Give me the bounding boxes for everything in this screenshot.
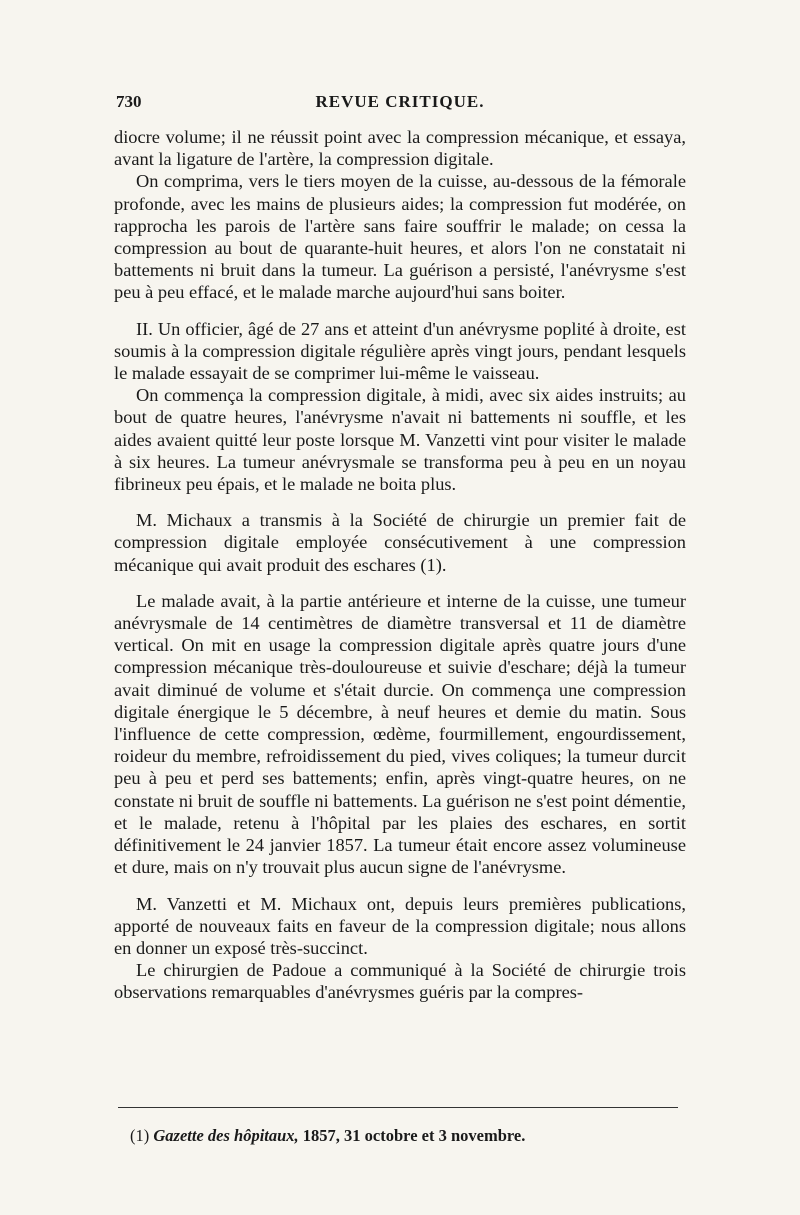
- paragraph-5: M. Michaux a transmis à la Société de chirurgie un premier fait de compression digitale employée consécutivement à une compression mécanique qui avait produit des eschares (1).: [114, 510, 686, 575]
- footnote: [130, 1126, 690, 1146]
- footnote-rule: [118, 1107, 678, 1108]
- paragraph-8: Le chirurgien de Padoue a communiqué à la Société de chirurgie trois observations remarquables d'anévrysmes guéris par la compres-: [114, 960, 686, 1003]
- paragraph-1: diocre volume; il ne réussit point avec la compression mécanique, et essaya, avant la ligature de l'artère, la compression digitale.: [114, 127, 686, 170]
- body-text: [114, 126, 686, 1004]
- footnote-marker: (1): [130, 1126, 150, 1145]
- paragraph-7: M. Vanzetti et M. Michaux ont, depuis leurs premières publications, apporté de nouveaux faits en faveur de la compression digitale; nous allons en donner un exposé très-succinct.: [114, 893, 686, 958]
- page-header: [114, 92, 686, 126]
- paragraph-4: On commença la compression digitale, à midi, avec six aides instruits; au bout de quatre heures, l'anévrysme n'avait ni battements ni souffle, et les aides avaient quitté leur poste lorsque M. Vanzetti vint pour visiter le malade à six heures. La tumeur anévrysmale se transforma peu à peu en un noyau fibrineux peu épais, et le malade ne boita plus.: [114, 385, 686, 495]
- footnote-title: Gazette des hôpitaux,: [153, 1126, 299, 1145]
- paragraph-2: On comprima, vers le tiers moyen de la cuisse, au-dessous de la fémorale profonde, avec les mains de plusieurs aides; la compression fut modérée, on rapprocha les parois de l'artère sans faire souffrir le malade; on cessa la compression au bout de quarante-huit heures, et alors l'on ne constatait ni battements ni bruit dans la tumeur. La guérison a persisté, l'anévrysme s'est peu à peu effacé, et le malade marche aujourd'hui sans boiter.: [114, 171, 686, 303]
- paragraph-3: II. Un officier, âgé de 27 ans et atteint d'un anévrysme poplité à droite, est soumis à la compression digitale régulière après vingt jours, pendant lesquels le malade essayait de se comprimer lui-même le vaisseau.: [114, 318, 686, 384]
- footnote-details: 1857, 31 octobre et 3 novembre.: [302, 1126, 526, 1145]
- paragraph-6: Le malade avait, à la partie antérieure et interne de la cuisse, une tumeur anévrysmale de 14 centimètres de diamètre transversal et 11 de diamètre vertical. On mit en usage la compression digitale après quatre jours d'une compression mécanique très-douloureuse et suivie d'eschare; déjà la tumeur avait diminué de volume et s'était durcie. On commença une compression digitale énergique le 5 décembre, à neuf heures et demie du matin. Sous l'influence de cette compression, œdème, fourmillement, engourdissement, roideur du membre, refroidissement du pied, vives coliques; la tumeur durcit peu à peu et perd ses battements; enfin, après vingt-quatre heures, on ne constate ni bruit de souffle ni battements. La guérison ne s'est point démentie, et le malade, retenu à l'hôpital par les plaies des eschares, en sortit définitivement le 24 janvier 1857. La tumeur était encore assez volumineuse et dure, mais on n'y trouvait plus aucun signe de l'anévrysme.: [114, 590, 686, 878]
- document-page: [114, 92, 686, 1004]
- running-title: REVUE CRITIQUE.: [315, 92, 485, 111]
- page-number: 730: [116, 92, 142, 111]
